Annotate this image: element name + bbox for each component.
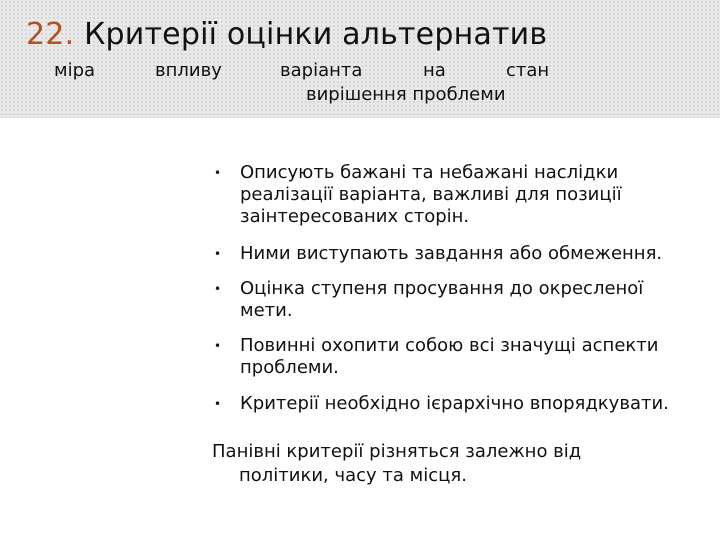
slide-title xyxy=(26,16,547,54)
bullet-text xyxy=(240,393,700,415)
bullet-dot: • xyxy=(214,339,222,353)
subheading-word: стан xyxy=(506,60,550,81)
subheading-word: впливу xyxy=(155,60,222,81)
slide-title-text: Критерії оцінки альтернатив xyxy=(84,17,548,52)
bullet-line: мети. xyxy=(240,300,293,321)
subheading-word: міра xyxy=(54,60,96,81)
bullet-line: Ними виступають завдання або обмеження. xyxy=(240,243,663,264)
bullet-dot: • xyxy=(214,282,222,296)
bullet-line: Описують бажані та небажані наслідки xyxy=(240,162,619,183)
subheading-word: варіанта xyxy=(280,60,363,81)
note-line: політики, часу та місця. xyxy=(239,465,467,486)
bullet-line: Повинні охопити собою всі значущі аспекти xyxy=(240,335,659,356)
subheading-word: на xyxy=(423,60,446,81)
bullet-text xyxy=(240,278,700,322)
bullet-line: реалізації варіанта, важливі для позиції xyxy=(240,184,622,205)
bullet-text xyxy=(240,243,700,265)
bullet-line: Критерії необхідно ієрархічно впорядкувати. xyxy=(240,393,669,414)
bullet-dot: • xyxy=(214,166,222,180)
note-line: Панівні критерії різняться залежно від xyxy=(212,441,582,462)
header-band xyxy=(0,0,720,118)
bullet-text xyxy=(240,162,700,228)
subheading-line-2: вирішення проблеми xyxy=(306,84,506,105)
bullet-dot: • xyxy=(214,247,222,261)
bullet-line: заінтересованих сторін. xyxy=(240,206,470,227)
slide-number: 22. xyxy=(26,17,75,52)
summary-note xyxy=(212,440,682,488)
bullet-text xyxy=(240,335,700,379)
bullet-line: проблеми. xyxy=(240,357,339,378)
bullet-dot: • xyxy=(214,397,222,411)
bullet-line: Оцінка ступеня просування до окресленої xyxy=(240,278,644,299)
